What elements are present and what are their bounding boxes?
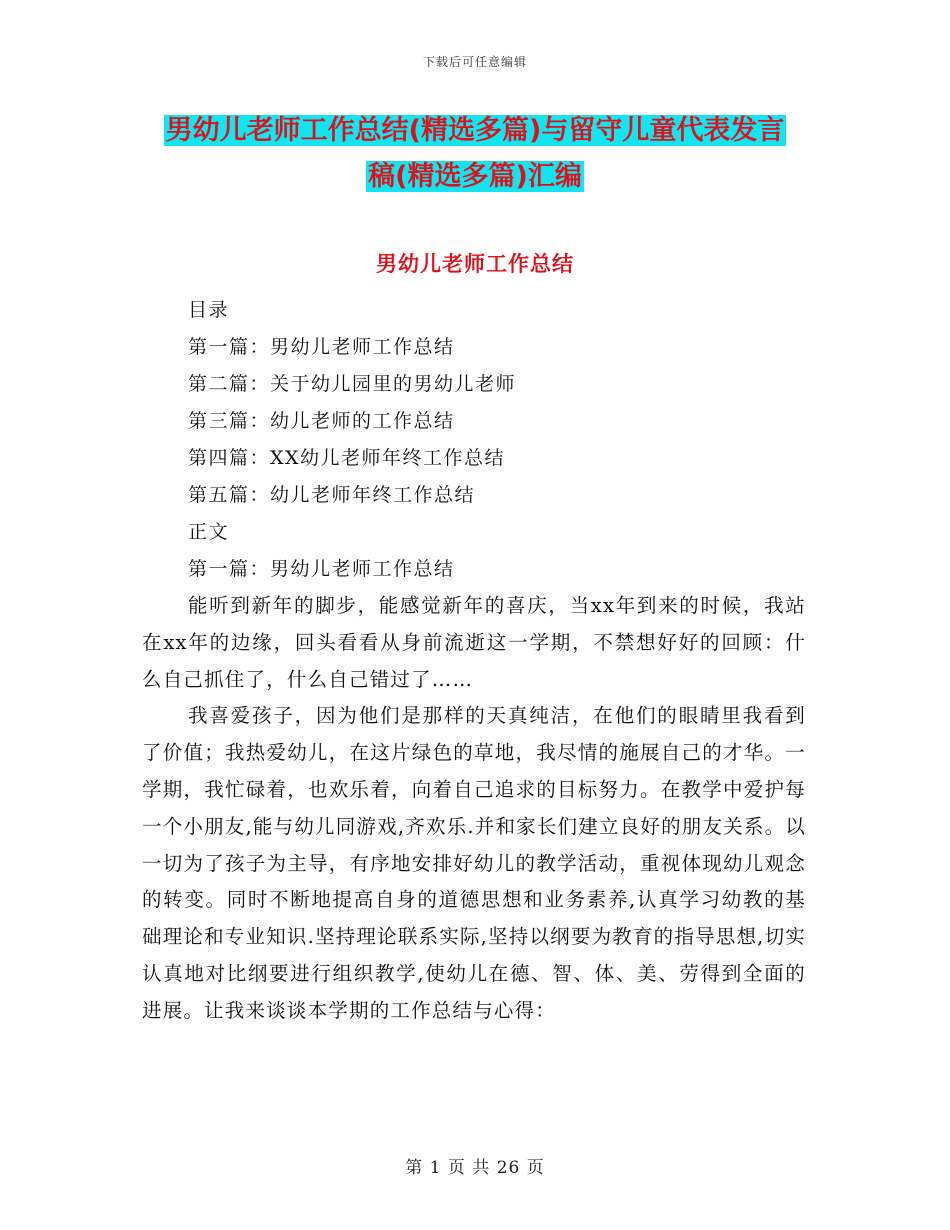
paragraph: 我喜爱孩子，因为他们是那样的天真纯洁，在他们的眼睛里我看到了价值；我热爱幼儿，在这片绿色的草地，我尽情的施展自己的才华。一学期，我忙碌着，也欢乐着，向着自己追求的目标努力。在教学中爱护每一个小朋友,能与幼儿同游戏,齐欢乐.并和家长们建立良好的朋友关系。以一切为了孩子为主导，有序地安排好幼儿的教学活动，重视体现幼儿观念的转变。同时不断地提高自身的道德思想和业务素养,认真学习幼教的基础理论和专业知识.坚持理论联系实际,坚持以纲要为教育的指导思想,切实认真地对比纲要进行组织教学,使幼儿在德、智、体、美、劳得到全面的进展。让我来谈谈本学期的工作总结与心得： [142,704,806,1022]
paragraph: 能听到新年的脚步，能感觉新年的喜庆，当xx年到来的时候，我站在xx年的边缘，回头看看从身前流逝这一学期，不禁想好好的回顾：什么自己抓住了，什么自己错过了…… [142,594,806,691]
toc-item: 第四篇：XX幼儿老师年终工作总结 [188,447,506,469]
toc-item: 第一篇：男幼儿老师工作总结 [188,336,455,358]
body-heading: 正文 [188,521,230,543]
page-footer: 第 1 页 共 26 页 [405,1158,545,1178]
toc-heading: 目录 [188,299,230,321]
body-text [142,588,806,1030]
toc-item: 第五篇：幼儿老师年终工作总结 [188,484,476,506]
table-of-contents [188,292,516,588]
document-title-line-1: 男幼儿老师工作总结(精选多篇)与留守儿童代表发言 [165,115,785,146]
toc-item: 第三篇：幼儿老师的工作总结 [188,410,455,432]
chapter-heading: 第一篇：男幼儿老师工作总结 [188,558,455,580]
section-title: 男幼儿老师工作总结 [376,252,574,276]
toc-item: 第二篇：关于幼儿园里的男幼儿老师 [188,373,517,395]
page-header-note: 下载后可任意编辑 [422,55,527,69]
document-title-line-2: 稿(精选多篇)汇编 [368,161,582,192]
document-title [140,108,810,200]
